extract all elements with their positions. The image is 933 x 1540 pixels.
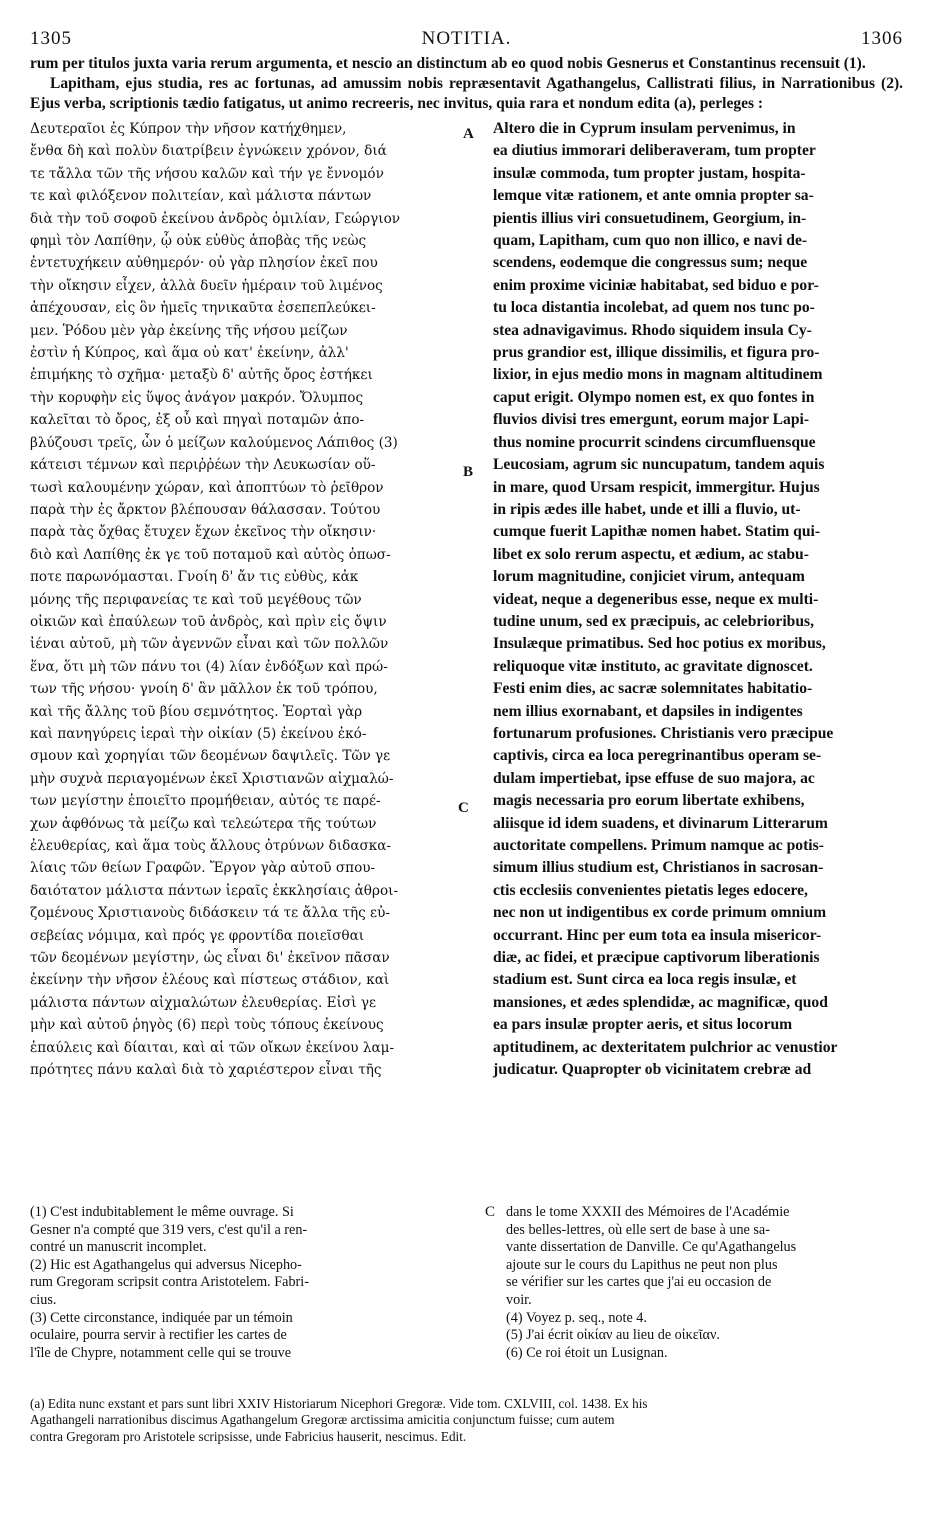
- footnote-column-marker: C: [485, 1204, 496, 1220]
- intro-paragraph-1: rum per titulos juxta varia rerum argumenta, et nescio an distinctum ab eo quod nobis Gesnerus et Constantinus recensuit (1).: [30, 55, 866, 72]
- running-title: NOTITIA.: [421, 28, 512, 49]
- footnotes-left-column: (1) C'est indubitablement le même ouvrage. Si Gesner n'a compté que 319 vers, c'est qu'il a ren- contré un manuscrit incomplet. (2) Hic est Agathangelus qui adversus Nicepho- rum Gregoram scripsit contra Aristotelem. Fabri- cius. (3) Cette circonstance, indiquée par un témoin oculaire, pourra servir à rectifier les cartes de l'île de Chypre, notamment celle qui se trouve: [30, 1204, 309, 1361]
- section-marker-a: A: [463, 126, 474, 142]
- page-number-left: 1305: [30, 28, 72, 49]
- greek-text-column: Δευτεραῖοι ἐς Κύπρον τὴν νῆσον κατήχθημεν, ἔνθα δὴ καὶ πολὺν διατρίβειν ἐγνώκειν χρόνον, διά τε τἄλλα τῶν τῆς νήσου καλῶν καὶ τήν γε ἔννομόν τε καὶ φιλόξενον πολιτείαν, καὶ μάλιστα πάντων διὰ τὴν τοῦ σοφοῦ ἐκείνου ἀνδρὸς ὁμιλίαν, Γεώργιον φημὶ τὸν Λαπίθην, ᾧ οὐκ εὐθὺς ἀποβὰς τῆς νεὼς ἐντετυχήκειν αὐθημερόν· οὐ γὰρ πλησίον ἐκεῖ που τὴν οἴκησιν εἶχεν, ἀλλὰ δυεῖν ἡμέραιν τοῦ λιμένος ἀπέχουσαν, εἰς ὃν ἡμεῖς τηνικαῦτα ἐσεπεπλεύκει- μεν. Ῥόδου μὲν γὰρ ἐκείνης τῆς νήσου μείζων ἐστὶν ἡ Κύπρος, καὶ ἅμα οὐ κατ' ἐκείνην, ἀλλ' ἐπιμήκης τὸ σχῆμα· μεταξὺ δ' αὐτῆς ὄρος ἐστήκει τὴν κορυφὴν εἰς ὕψος ἀνάγον μακρόν. Ὄλυμπος καλεῖται τὸ ὄρος, ἐξ οὗ καὶ πηγαὶ ποταμῶν ἀπο- βλύζουσι τρεῖς, ὧν ὁ μείζων καλούμενος Λάπιθος (3) κάτεισι τέμνων καὶ περιῤῥέων τὴν Λευκωσίαν οὕ- τωσὶ καλουμένην χώραν, καὶ ἀποπτύων τὸ ῥεῖθρον παρὰ τὴν ἐς ἄρκτον βλέπουσαν θάλασσαν. Τούτου παρὰ τὰς ὄχθας ἔτυχεν ἔχων ἐκεῖνος τὴν οἴκησιν· διὸ καὶ Λαπίθης ἐκ γε τοῦ ποταμοῦ καὶ αὐτὸς ὁπωσ- ποτε παρωνόμασται. Γνοίη δ' ἄν τις εὐθὺς, κἀκ μόνης τῆς περιφανείας τε καὶ τοῦ μεγέθους τῶν οἰκιῶν καὶ ἐπαύλεων τοῦ ἀνδρὸς, καὶ πρὶν εἰς ὄψιν ἰέναι αὐτοῦ, μὴ τῶν ἀγεννῶν εἶναι καὶ τῶν πολλῶν ἕνα, ὅτι μὴ τῶν πάνυ τοι (4) λίαν ἐνδόξων καὶ πρώ- των τῆς νήσου· γνοίη δ' ἂν μᾶλλον ἐκ τοῦ τρόπου, καὶ τῆς ἄλλης τοῦ βίου σεμνότητος. Ἑορταὶ γὰρ καὶ πανηγύρεις ἱεραὶ τὴν οἰκίαν (5) ἐκείνου ἐκό- σμουν καὶ χορηγίαι τῶν δεομένων δαψιλεῖς. Τῶν γε μὴν συχνὰ περιαγομένων ἐκεῖ Χριστιανῶν αἰχμαλώ- των μεγίστην ἐποιεῖτο προμήθειαν, αὐτός τε παρέ- χων ἀφθόνως τὰ μείζω καὶ τελεώτερα τῆς τούτων ἐλευθερίας, καὶ ἅμα τοὺς ἄλλους ὀτρύνων διδασκα- λίαις τῶν θείων Γραφῶν. Ἔργον γὰρ αὐτοῦ σπου- δαιότατον μάλιστα πάντων ἱεραῖς ἐκκλησίαις ἀθροι- ζομένους Χριστιανοὺς διδάσκειν τά τε ἄλλα τῆς εὐ- σεβείας νόμιμα, καὶ πρός γε φροντίδα ποιεῖσθαι τῶν δεομένων μεγίστην, ὡς εἶναι δι' ἐκεῖνον πᾶσαν ἐκείνην τὴν νῆσον ἐλέους καὶ πίστεως στάδιον, καὶ μάλιστα πάντων αἰχμαλώτων ἐλευθερίας. Εἰσὶ γε μὴν καὶ αὐτοῦ ῥηγὸς (6) περὶ τοὺς τόπους ἐκείνους ἐπαύλεις καὶ δίαιται, καὶ αἱ τῶν οἴκων ἐκείνου λαμ- πρότητες πάνυ καλαὶ διὰ τὸ χαριέστερον εἶναι τῆς: [30, 121, 401, 1079]
- editor-note: (a) Edita nunc exstant et pars sunt libri XXIV Historiarum Nicephori Gregoræ. Vide tom. CXLVIII, col. 1438. Ex his Agathangeli narrationibus discimus Agathangelum Gregoræ arctissima amicitia conjunctum fuisse; cum autem contra Gregoram pro Aristotele scripsisse, unde Fabricius hauserit, nescimus. Edit.: [30, 1396, 648, 1444]
- page: [30, 28, 903, 1088]
- intro-paragraph-2: Lapitham, ejus studia, res ac fortunas, ad amussim nobis repræsentavit Agathangelus, Callistrati filius, in Narrationibus (2). Ejus verba, scriptionis tædio fatigatus, ut animo recreeris, nec invitus, quia rara et nondum edita (a), perleges :: [30, 75, 903, 112]
- introduction: [30, 54, 903, 114]
- page-number-right: 1306: [861, 28, 903, 49]
- running-header: [30, 28, 903, 54]
- section-marker-c: C: [458, 800, 469, 816]
- footnotes: [30, 1204, 903, 1384]
- section-marker-b: B: [463, 464, 474, 480]
- parallel-columns: [30, 118, 903, 1088]
- footnotes-right-column: dans le tome XXXII des Mémoires de l'Académie des belles-lettres, où elle sert de base à une sa- vante dissertation de Danville. Ce qu'Agathangelus ajoute sur le cours du Lapithus ne peut non plus se vérifier sur les cartes que j'ai eu occasion de voir. (4) Voyez p. seq., note 4. (5) J'ai écrit οἰκίαν au lieu de οἰκεῖαν. (6) Ce roi étoit un Lusignan.: [506, 1204, 797, 1361]
- latin-translation-column: Altero die in Cyprum insulam pervenimus, in ea diutius immorari deliberaveram, tum propter insulæ commoda, tum propter justam, hospita- lemque vitæ rationem, et ante omnia propter sa- pientis illius viri consuetudinem, Georgium, in- quam, Lapitham, cum quo non illico, e navi de- scendens, eodemque die congressus sum; neque enim proxime viciniæ habitabat, sed biduo e por- tu loca distantia incolebat, ad quem nos tunc po- stea adnavigavimus. Rhodo siquidem insula Cy- prus grandior est, illique dissimilis, et figura pro- lixior, in ejus medio mons in magnam altitudinem caput erigit. Olympo nomen est, ex quo fontes in fluvios divisi tres emergunt, eorum major Lapi- thus nomine procurrit scindens circumfluensque Leucosiam, agrum sic nuncupatum, tandem aquis in mare, quod Ursam respicit, immergitur. Hujus in ripis ædes ille habet, unde et illi a fluvio, ut- cumque fuerit Lapithæ nomen habet. Statim qui- libet ex solo rerum aspectu, et ædium, ac stabu- lorum magnitudine, conjiciet virum, antequam videat, neque a degeneribus esse, neque ex multi- tudine unum, sed ex præcipuis, ac celebrioribus, Insulæque primatibus. Sed hoc potius ex moribus, reliquoque vitæ instituto, ac gravitate dignoscet. Festi enim dies, ac sacræ solemnitates habitatio- nem illius exornabant, et dapsiles in indigentes fortunarum profusiones. Christianis vero præcipue captivis, circa ea loca peregrinantibus operam se- dulam impertiebat, ipse effuse de suo majora, ac magis necessaria pro eorum libertate exhibens, aliisque id idem suadens, et divinarum Litterarum auctoritate compellens. Primum namque ac potis- simum illius studium est, Christianos in sacrosan- ctis ecclesiis convenientes pietatis leges edocere, nec non ut indigentibus ex corde primum omnium occurrant. Hinc per eum tota ea insula misericor- diæ, ac fidei, et præcipue captivorum liberationis stadium est. Sunt circa ea loca regis insulæ, et mansiones, et ædes splendidæ, ac magnificæ, quod ea pars insulæ propter aeris, et situs locorum aptitudinem, ac dexteritatem pulchrior ac venustior judicatur. Quapropter ob vicinitatem crebræ ad: [493, 120, 838, 1079]
